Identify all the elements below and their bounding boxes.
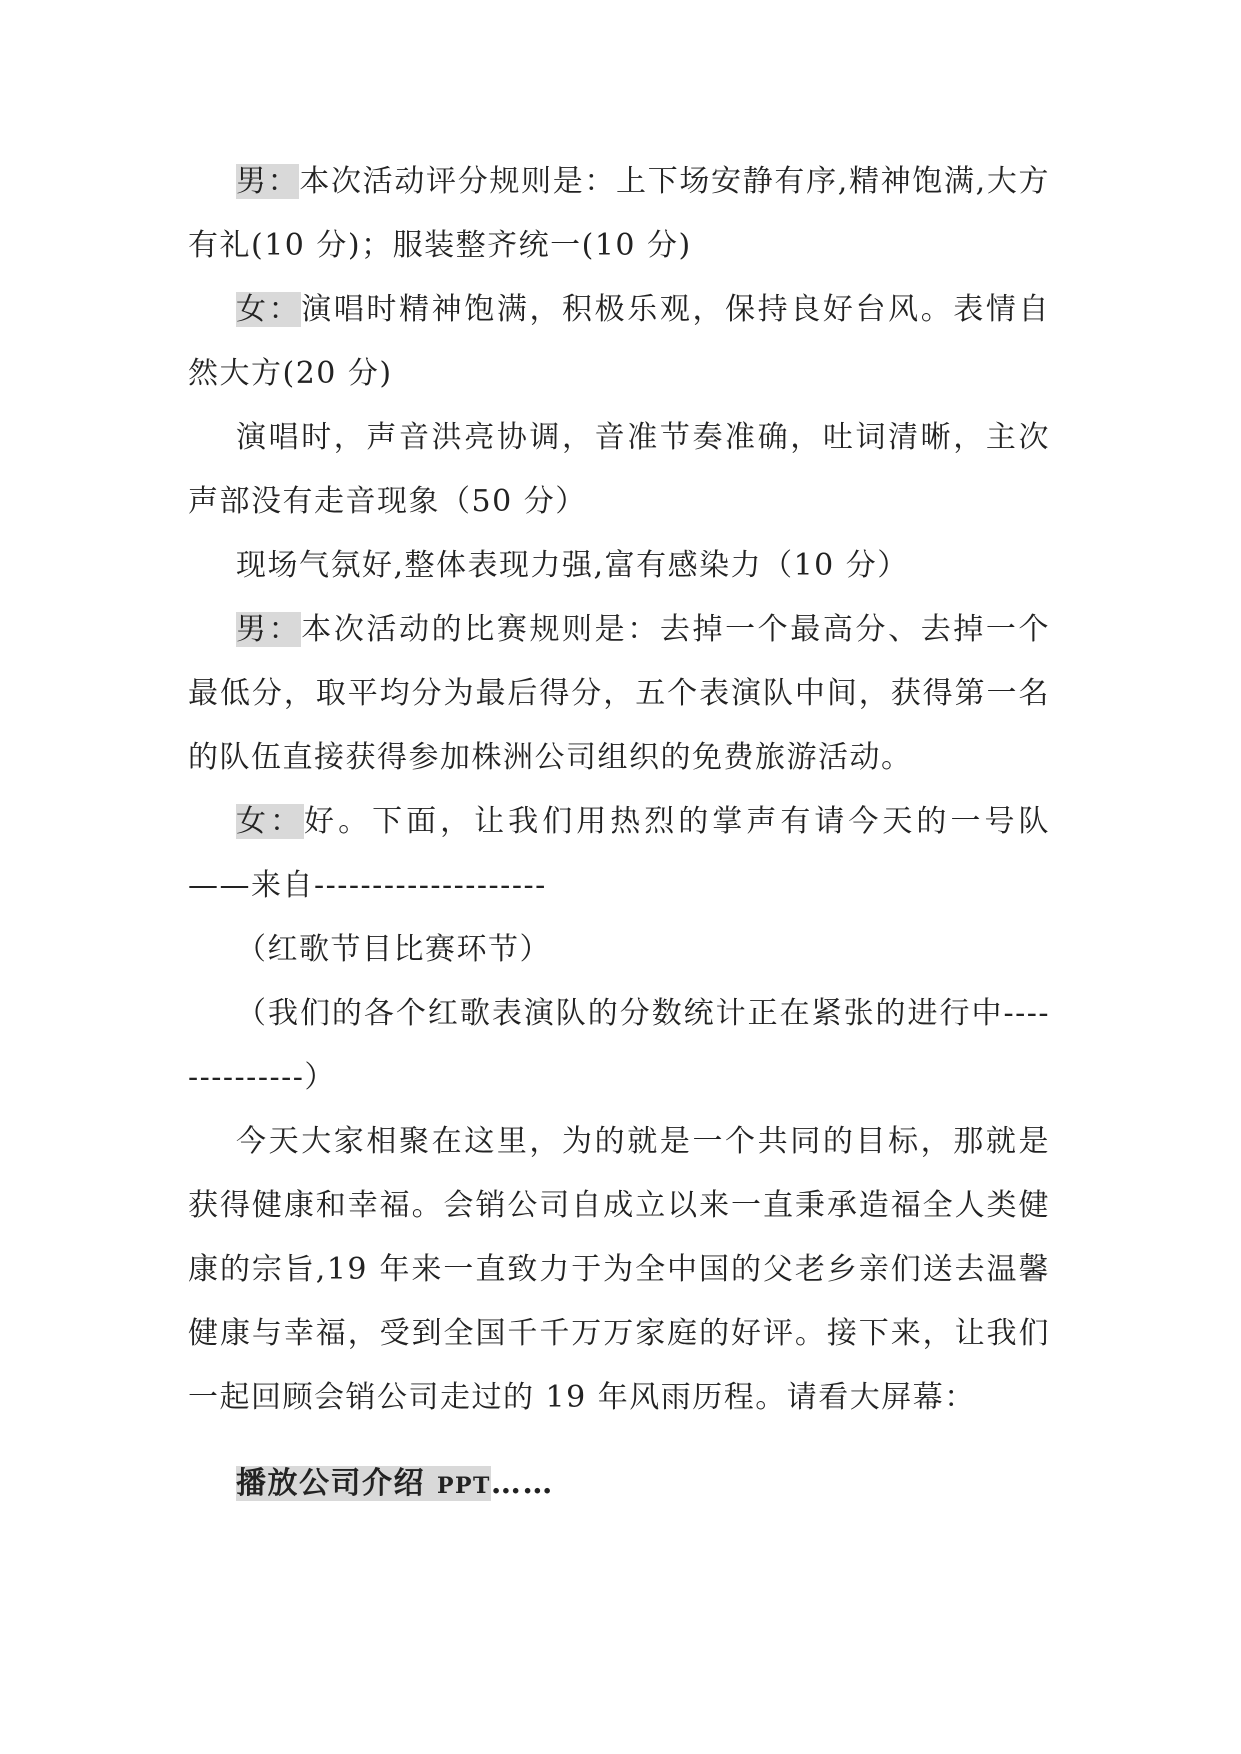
paragraph-text: （我们的各个红歌表演队的分数统计正在紧张的进行中--------------）	[188, 996, 1050, 1095]
play-ppt-highlight	[236, 1466, 491, 1501]
paragraph-text: 本次活动的比赛规则是：去掉一个最高分、去掉一个最低分，取平均分为最后得分，五个表演队中间，获得第一名的队伍直接获得参加株洲公司组织的免费旅游活动。	[188, 612, 1051, 775]
paragraph-text: 演唱时，声音洪亮协调，音准节奏准确，吐词清晰，主次声部没有走音现象（50 分）	[188, 420, 1050, 519]
paragraph-stage-direction-competition	[188, 918, 1050, 982]
speaker-label-female: 女：	[236, 804, 305, 839]
play-ppt-suffix: PPT	[436, 1473, 491, 1499]
paragraph-text: 现场气氛好,整体表现力强,富有感染力（10 分）	[236, 548, 909, 583]
paragraph-female-introduction	[188, 790, 1050, 918]
paragraph-text: 本次活动评分规则是：上下场安静有序,精神饱满,大方有礼(10 分)；服装整齐统一(10 分)	[188, 164, 1050, 263]
paragraph-text: 今天大家相聚在这里，为的就是一个共同的目标，那就是获得健康和幸福。会销公司自成立以来一直秉承造福全人类健康的宗旨,19 年来一直致力于为全中国的父老乡亲们送去温馨健康与幸福，受到全国千千万万家庭的好评。接下来，让我们一起回顾会销公司走过的 19 年风雨历程。请看大屏幕：	[188, 1124, 1050, 1415]
paragraph-text: 好。下面，让我们用热烈的掌声有请今天的一号队——来自--------------------	[188, 804, 1051, 903]
paragraph-text: 演唱时精神饱满，积极乐观，保持良好台风。表情自然大方(20 分)	[188, 292, 1051, 391]
paragraph-singing-criteria	[188, 406, 1050, 534]
document-body	[188, 150, 1050, 1518]
paragraph-company-history	[188, 1110, 1050, 1430]
play-ppt-ellipsis: ……	[490, 1466, 554, 1501]
speaker-label-male: 男：	[236, 164, 300, 199]
speaker-label-male: 男：	[236, 612, 302, 647]
paragraph-male-competition-rules	[188, 598, 1050, 790]
paragraph-atmosphere-criteria	[188, 534, 1050, 598]
play-ppt-main: 播放公司介绍	[236, 1466, 437, 1501]
paragraph-stage-direction-scoring	[188, 982, 1050, 1110]
paragraph-male-scoring-rules	[188, 150, 1050, 278]
paragraph-female-scoring-rules	[188, 278, 1050, 406]
paragraph-text: （红歌节目比赛环节）	[236, 932, 551, 967]
speaker-label-female: 女：	[236, 292, 302, 327]
paragraph-play-ppt	[188, 1452, 1050, 1518]
